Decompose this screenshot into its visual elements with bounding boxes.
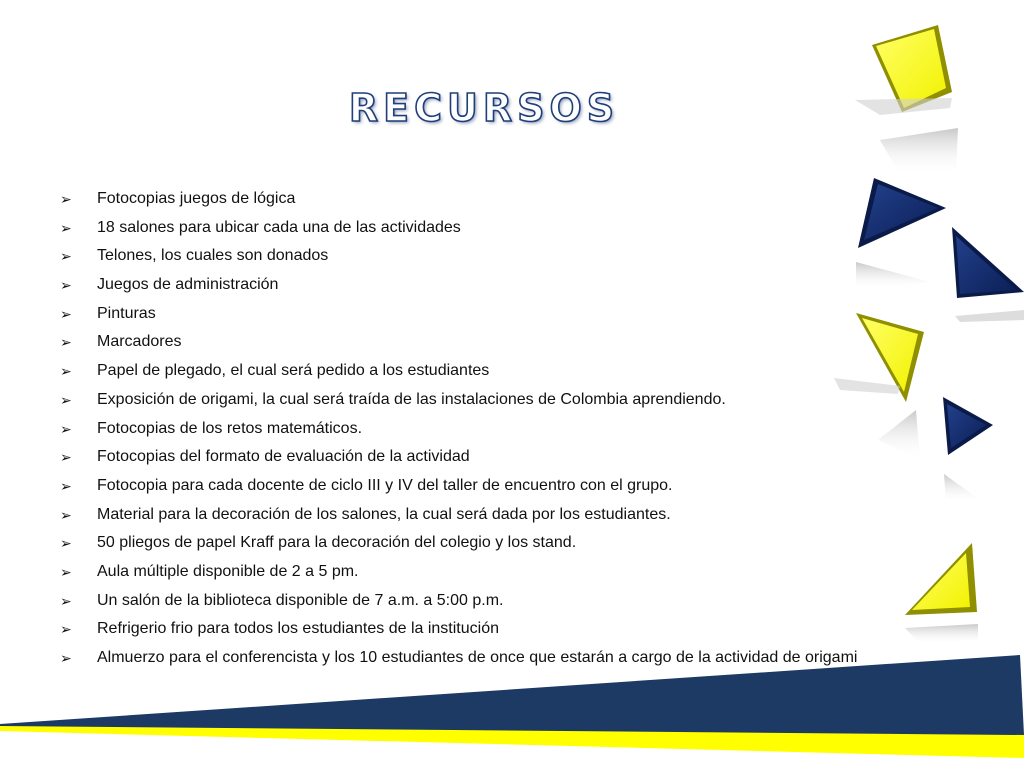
arrow-bullet-icon: ➢ <box>60 420 72 437</box>
arrow-bullet-icon: ➢ <box>60 277 72 294</box>
list-item-text: Refrigerio frio para todos los estudiantes de la institución <box>97 620 499 638</box>
list-item-text: Exposición de origami, la cual será traída de las instalaciones de Colombia aprendiendo. <box>97 390 726 408</box>
list-item-text: Pinturas <box>97 304 156 322</box>
list-item-text: Fotocopias juegos de lógica <box>97 190 296 207</box>
arrow-bullet-icon: ➢ <box>60 248 72 265</box>
list-item-text: Papel de plegado, el cual será pedido a los estudiantes <box>97 362 490 380</box>
list-item-text: Un salón de la biblioteca disponible de 7 a.m. a 5:00 p.m. <box>97 591 504 609</box>
arrow-bullet-icon: ➢ <box>60 650 72 666</box>
arrow-bullet-icon: ➢ <box>60 334 72 351</box>
arrow-bullet-icon: ➢ <box>60 592 72 609</box>
navy-band <box>0 655 1024 735</box>
blue-triangle-icon <box>943 397 993 503</box>
list-item-text: Juegos de administración <box>97 276 279 294</box>
arrow-bullet-icon: ➢ <box>60 477 72 494</box>
blue-triangle-icon <box>856 178 946 290</box>
list-item-text: 50 pliegos de papel Kraff para la decoración del colegio y los stand. <box>97 534 577 552</box>
slide-title: RECURSOS <box>348 86 620 130</box>
arrow-bullet-icon: ➢ <box>60 191 72 207</box>
list-item-text: Aula múltiple disponible de 2 a 5 pm. <box>97 562 359 580</box>
arrow-bullet-icon: ➢ <box>60 363 72 380</box>
list-item-text: Almuerzo para el conferencista y los 10 estudiantes de once que estarán a cargo de la actividad de origami <box>97 649 858 666</box>
list-item-text: Telones, los cuales son donados <box>97 247 329 265</box>
yellow-cube-icon <box>855 25 958 175</box>
blue-triangle-icon <box>952 227 1024 322</box>
list-item-text: Material para la decoración de los salones, la cual será dada por los estudiantes. <box>97 505 671 523</box>
list-item-text: Fotocopias del formato de evaluación de la actividad <box>97 448 470 466</box>
arrow-bullet-icon: ➢ <box>60 506 72 523</box>
list-item-text: Marcadores <box>97 333 182 351</box>
arrow-bullet-icon: ➢ <box>60 449 72 466</box>
arrow-bullet-icon: ➢ <box>60 391 72 408</box>
list-item-text: 18 salones para ubicar cada una de las actividades <box>97 218 461 236</box>
arrow-bullet-icon: ➢ <box>60 219 72 236</box>
arrow-bullet-icon: ➢ <box>60 305 72 322</box>
arrow-bullet-icon: ➢ <box>60 621 72 638</box>
yellow-triangle-icon <box>905 543 978 644</box>
list-item-text: Fotocopias de los retos matemáticos. <box>97 419 363 437</box>
yellow-triangle-icon <box>834 313 924 460</box>
list-item-text: Fotocopia para cada docente de ciclo III y IV del taller de encuentro con el grupo. <box>97 476 673 494</box>
arrow-bullet-icon: ➢ <box>60 563 72 580</box>
arrow-bullet-icon: ➢ <box>60 535 72 552</box>
